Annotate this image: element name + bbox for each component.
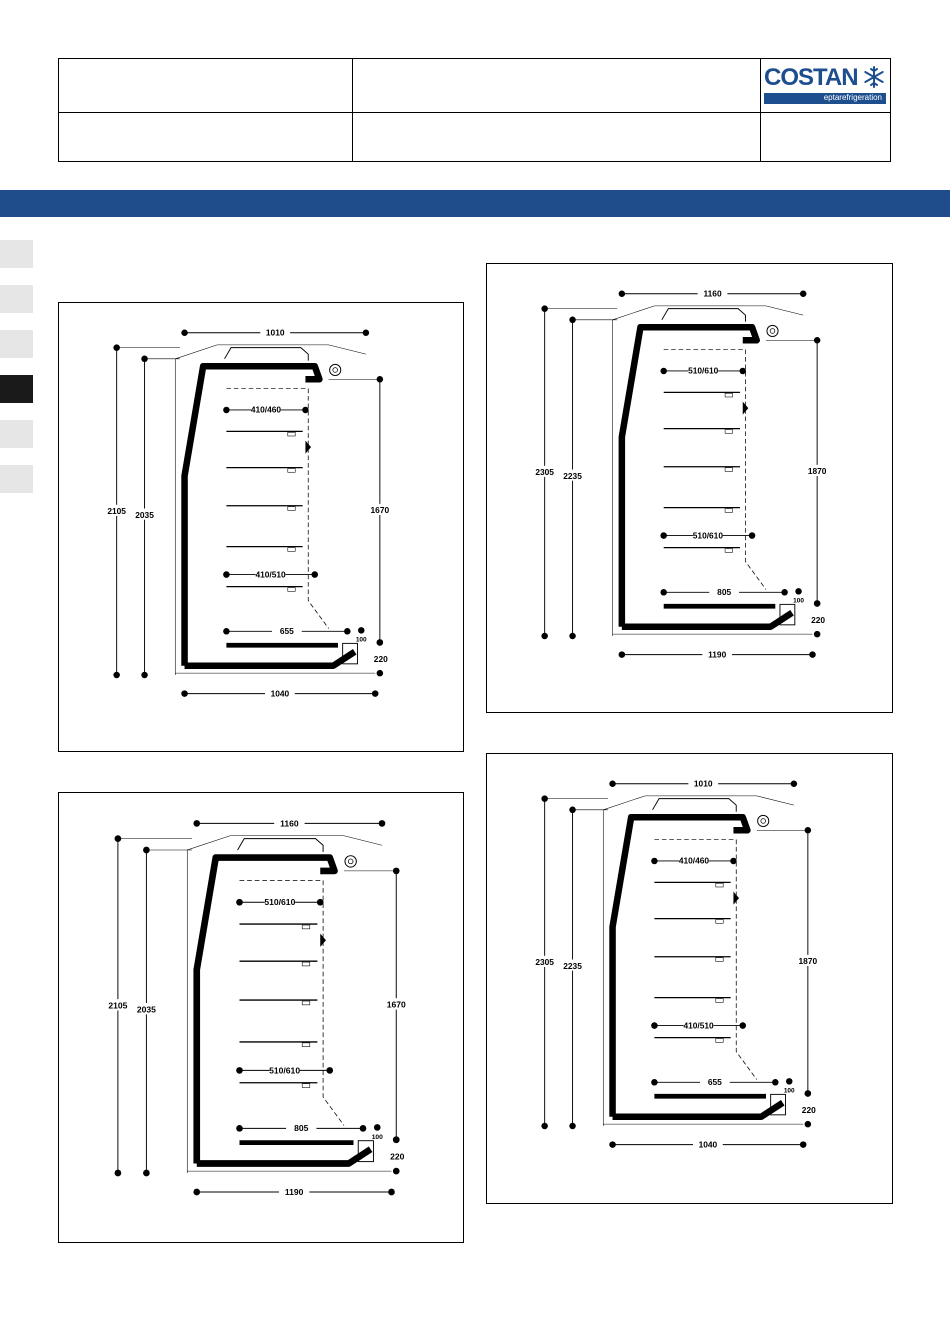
header-divider [352,59,353,161]
dimension-dot [739,1022,746,1029]
outline-guide [613,306,804,636]
outline-guide [175,345,366,675]
dim-top-width-label: 1160 [703,288,722,299]
shelf-bracket [716,958,723,962]
shelf-bracket [725,393,732,397]
cabinet-section-drawing [59,303,465,753]
logo-wordmark: COSTAN [764,64,858,91]
dimension-dot [358,627,365,634]
dimension-dot [115,1170,122,1177]
product-outline [664,350,766,590]
cabinet-base [613,1103,783,1117]
dimension-dot [609,1141,616,1148]
shelf-bracket [288,432,295,436]
dim-top-width-label: 1010 [693,778,713,789]
dim-base-height-label: 220 [390,1151,405,1162]
dimension-dot [609,781,616,788]
dim-outer-height-label: 2305 [535,957,554,968]
dimension-dot [730,858,737,865]
shelf-bracket [302,1084,310,1088]
dim-outer-height-label: 2305 [535,467,554,478]
costan-logo [764,63,886,107]
dimension-dot [393,1136,400,1143]
side-tab-1[interactable] [0,240,33,268]
dim-shelf-top-label: 510/610 [264,897,296,908]
canopy-light-inner [348,859,353,864]
cabinet-base [622,613,792,627]
dimension-dot [372,690,379,697]
shelf-bracket [725,549,732,553]
dim-bottom-width-label: 1040 [270,688,290,699]
canopy-light-inner [770,329,775,334]
dimension-dot [393,1168,400,1175]
cabinet-section-drawing [487,754,894,1205]
cabinet-base [185,652,355,666]
dimension-dot [236,899,243,906]
product-outline [654,840,756,1080]
dim-base-depth-label: 655 [279,626,294,637]
dim-shelf-top-label: 410/460 [250,404,282,415]
dim-right-height-label: 1870 [807,466,827,477]
dimension-dot [541,1123,548,1130]
canopy-light-inner [333,368,338,373]
dim-bottom-width-label: 1190 [708,649,727,660]
dimension-dot [113,672,120,679]
dimension-dot [809,651,816,658]
canopy-light [330,364,341,375]
dimension-dot [660,368,667,375]
drawing-panel-bottom-right [486,753,893,1204]
dim-bottom-width-label: 1040 [698,1139,718,1150]
dim-right-height-label: 1670 [386,999,406,1010]
dim-top-width-label: 1010 [265,327,285,338]
dimension-dot [814,631,821,638]
dim-shelf-bottom-label: 410/510 [255,569,286,580]
dim-bottom-width-label: 1190 [284,1186,304,1197]
dimension-dot [791,781,798,788]
canopy-light [345,856,356,867]
dimension-dot [181,330,188,337]
dimension-dot [651,1022,658,1029]
dimension-dot [739,368,746,375]
dimension-dot [781,589,788,596]
dim-outer-height-label: 2105 [107,506,126,517]
snowflake-icon [862,65,886,89]
dimension-dot [193,1189,200,1196]
dimension-dot [193,820,200,827]
dimension-dot [311,571,318,578]
dimension-dot [805,1090,812,1097]
dim-outer-height-label: 2105 [108,1000,128,1011]
dimension-dot [800,291,807,298]
dim-base-depth-label: 805 [294,1123,309,1134]
shelf-bracket [716,883,723,887]
shelf-bracket [302,1043,310,1047]
product-outline [240,880,344,1125]
dim-step-label: 100 [355,636,367,644]
cabinet-base [197,1149,371,1163]
drawing-panel-top-left [58,302,464,752]
dimension-dot [619,291,626,298]
shelf-bracket [288,469,295,473]
dimension-dot [377,670,384,677]
shelf-bracket [716,1039,723,1043]
canopy [662,309,746,322]
shelf-bracket [725,430,732,434]
dimension-dot [141,672,148,679]
dimension-dot [379,820,386,827]
dimension-dot [223,628,230,635]
canopy [238,839,324,852]
shelf-bracket [288,588,295,592]
shelf-bracket [725,509,732,513]
dim-top-width-label: 1160 [280,818,299,829]
shelf-bracket [716,920,723,924]
shelf-bracket [302,925,310,929]
dimension-dot [660,589,667,596]
dimension-dot [651,1079,658,1086]
dimension-dot [143,1170,150,1177]
dimension-dot [326,1067,333,1074]
dim-base-height-label: 220 [811,614,826,625]
dim-base-depth-label: 805 [717,587,732,598]
dimension-dot [236,1067,243,1074]
dim-shelf-top-label: 410/460 [678,855,710,866]
dim-right-height-label: 1670 [370,505,390,516]
dimension-dot [363,330,370,337]
dimension-dot [786,1078,793,1085]
dim-step-label: 100 [371,1133,383,1141]
dimension-dot [181,690,188,697]
canopy-light-inner [761,819,766,824]
dim-inner-height-label: 2235 [563,470,582,481]
dimension-dot [651,858,658,865]
drawing-panel-top-right [486,263,893,713]
dimension-dot [569,1123,576,1130]
dim-step-label: 100 [783,1087,795,1095]
shelf-bracket [716,999,723,1003]
dimension-dot [814,600,821,607]
shelf-bracket [288,507,295,511]
dimension-dot [660,532,667,539]
side-tab-5[interactable] [0,420,33,448]
side-tab-2[interactable] [0,285,33,313]
outline-guide [187,836,382,1173]
dimension-dot [619,651,626,658]
shelf-bracket [302,962,310,966]
dimension-dot [772,1079,779,1086]
dimension-dot [569,633,576,640]
dim-base-height-label: 220 [801,1104,816,1115]
dim-shelf-bottom-label: 510/610 [269,1065,301,1076]
shelf-bracket [288,548,295,552]
shelf-bracket [725,468,732,472]
dimension-dot [302,407,309,414]
product-outline [226,389,328,629]
dimension-dot [805,1121,812,1128]
section-band [0,190,950,217]
dimension-dot [223,407,230,414]
dim-shelf-bottom-label: 410/510 [683,1020,714,1031]
dimension-dot [374,1124,381,1131]
outline-guide [603,796,794,1126]
dimension-dot [749,532,756,539]
dimension-dot [344,628,351,635]
dim-shelf-top-label: 510/610 [688,365,719,376]
cabinet-section-drawing [487,264,894,714]
dim-step-label: 100 [793,597,804,605]
header-divider [59,112,890,113]
dimension-dot [377,639,384,646]
dim-shelf-bottom-label: 510/610 [692,530,723,541]
canopy-light [758,815,769,826]
canopy [225,348,309,361]
dimension-dot [317,899,324,906]
dim-inner-height-label: 2035 [135,509,154,520]
dim-right-height-label: 1870 [798,956,818,967]
canopy-light [767,325,778,336]
dimension-dot [223,571,230,578]
side-tab-3[interactable] [0,330,33,358]
dimension-dot [795,588,802,595]
dim-inner-height-label: 2235 [563,960,582,971]
side-tab-4-active[interactable] [0,375,33,403]
dim-base-height-label: 220 [373,653,388,664]
dimension-dot [800,1141,807,1148]
dimension-dot [360,1125,367,1132]
canopy [653,799,737,812]
dimension-dot [236,1125,243,1132]
cabinet-section-drawing [59,793,465,1244]
dimension-dot [541,633,548,640]
dimension-dot [388,1189,395,1196]
side-tab-6[interactable] [0,465,33,493]
drawing-panel-bottom-left [58,792,464,1243]
header-divider [760,59,761,161]
logo-subtitle: eptarefrigeration [823,93,882,102]
shelf-bracket [302,1001,310,1005]
dim-inner-height-label: 2035 [136,1004,156,1015]
dim-base-depth-label: 655 [707,1077,722,1088]
